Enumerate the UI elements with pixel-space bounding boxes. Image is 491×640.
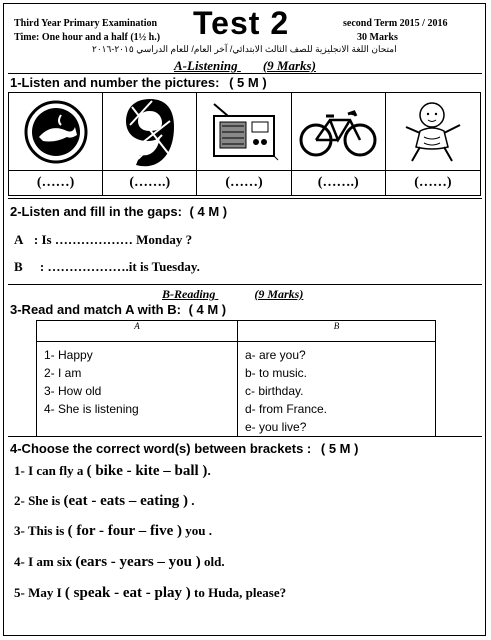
- q2-marks: ( 4 M ): [189, 204, 228, 219]
- col-b-item: d- from France.: [245, 402, 328, 416]
- speaker-a: A: [14, 232, 23, 247]
- page-title: Test 2: [193, 5, 290, 41]
- section-a-marks: (9 Marks): [262, 58, 316, 73]
- col-b: [238, 342, 436, 437]
- q4-item: [14, 523, 212, 540]
- dialogue-line-a: [14, 232, 192, 248]
- exam-term: second Term 2015 / 2016: [343, 18, 448, 29]
- q4-title-text: 4-Choose the correct word(s) between brackets :: [10, 441, 312, 456]
- q4-choices[interactable]: (ears - years – you ): [75, 554, 201, 570]
- q4-item-end: .: [207, 463, 211, 478]
- col-b-item: b- to music.: [245, 366, 308, 380]
- q4-item-text: 5- May I: [14, 585, 65, 600]
- line-a-text[interactable]: : Is ……………… Monday ?: [33, 232, 193, 247]
- col-a-item: 2- I am: [44, 366, 82, 380]
- picture-cell: [386, 93, 480, 171]
- col-b-item: e- you live?: [245, 420, 307, 434]
- line-b-text[interactable]: : ……………….it is Tuesday.: [39, 259, 200, 274]
- number-blank[interactable]: (……): [9, 171, 103, 195]
- number-blank[interactable]: (……): [197, 171, 291, 195]
- q2-title: [10, 204, 227, 219]
- col-a: [37, 342, 238, 437]
- q4-choices[interactable]: ( speak - eat - play ): [64, 585, 191, 601]
- col-a-item: 1- Happy: [44, 348, 93, 362]
- q4-choices[interactable]: (eat - eats – eating ): [63, 493, 189, 509]
- exam-level: Third Year Primary Examination: [14, 18, 158, 29]
- radio-icon: [204, 102, 284, 162]
- q1-title-text: 1-Listen and number the pictures:: [10, 75, 220, 90]
- exam-time: Time: One hour and a half (1½ h.): [14, 32, 161, 43]
- section-b-label: B-Reading: [162, 287, 216, 301]
- number-blank[interactable]: (…….): [292, 171, 386, 195]
- picture-cell: [103, 93, 197, 171]
- col-a-header: A: [37, 321, 238, 342]
- q3-marks: ( 4 M ): [188, 302, 227, 317]
- col-b-item: c- birthday.: [245, 384, 304, 398]
- number-blank[interactable]: (……): [414, 175, 452, 190]
- q4-item-end: .: [188, 493, 195, 508]
- picture-cell: [197, 93, 291, 171]
- q4-item-end: to Huda, please?: [190, 585, 287, 600]
- col-b-item: a- are you?: [245, 348, 306, 362]
- section-b-marks: (9 Marks): [254, 287, 304, 301]
- divider: [8, 198, 482, 199]
- picture-cell: [292, 93, 386, 171]
- q4-item: [14, 493, 195, 510]
- total-marks: 30 Marks: [357, 32, 398, 43]
- arabic-title: امتحان اللغة الانجليزية للصف الثالث الابتدائي/ آخر العام/ للعام الدراسي ٢٠١٥-٢٠١٦: [92, 44, 397, 54]
- number-nine-icon: [122, 95, 178, 169]
- section-a-label: A-Listening: [174, 58, 238, 73]
- col-a-item: 3- How old: [44, 384, 102, 398]
- q1-marks: ( 5 M ): [229, 75, 267, 90]
- divider: [8, 73, 482, 74]
- q4-choices[interactable]: ( bike - kite – ball ): [86, 463, 208, 479]
- col-b-header: B: [238, 321, 436, 342]
- divider: [8, 436, 482, 437]
- q3-title: [10, 302, 226, 317]
- match-table: [36, 320, 436, 437]
- q4-item: [14, 554, 225, 571]
- q4-item-text: 2- She is: [14, 493, 64, 508]
- speaker-b: B: [14, 259, 23, 274]
- q4-item-text: 1- I can fly a: [14, 463, 87, 478]
- picture-grid: [8, 92, 481, 196]
- q4-item: [14, 585, 286, 602]
- number-blank[interactable]: (…….): [103, 171, 197, 195]
- divider: [8, 284, 482, 285]
- match-table-body: [37, 342, 436, 437]
- q4-marks: ( 5 M ): [320, 441, 359, 456]
- q4-item-text: 4- I am six: [14, 554, 76, 569]
- bicycle-icon: [298, 104, 378, 160]
- q3-title-text: 3-Read and match A with B:: [10, 302, 181, 317]
- baby-icon: [398, 97, 468, 167]
- section-b-heading: [162, 287, 303, 302]
- dialogue-line-b: [14, 259, 200, 275]
- q4-item: [14, 463, 211, 480]
- col-a-item: 4- She is listening: [44, 402, 139, 416]
- q4-choices[interactable]: ( for - four – five ): [67, 523, 183, 539]
- q4-title: [10, 441, 358, 456]
- match-table-header: [37, 321, 436, 342]
- section-a-heading: [174, 58, 316, 74]
- q4-item-end: you .: [182, 523, 212, 538]
- q1-title: [10, 75, 267, 90]
- picture-cell: [9, 93, 103, 171]
- whale-icon: [21, 97, 91, 167]
- q2-title-text: 2-Listen and fill in the gaps:: [10, 204, 182, 219]
- q4-item-text: 3- This is: [14, 523, 68, 538]
- q4-item-end: old.: [200, 554, 225, 569]
